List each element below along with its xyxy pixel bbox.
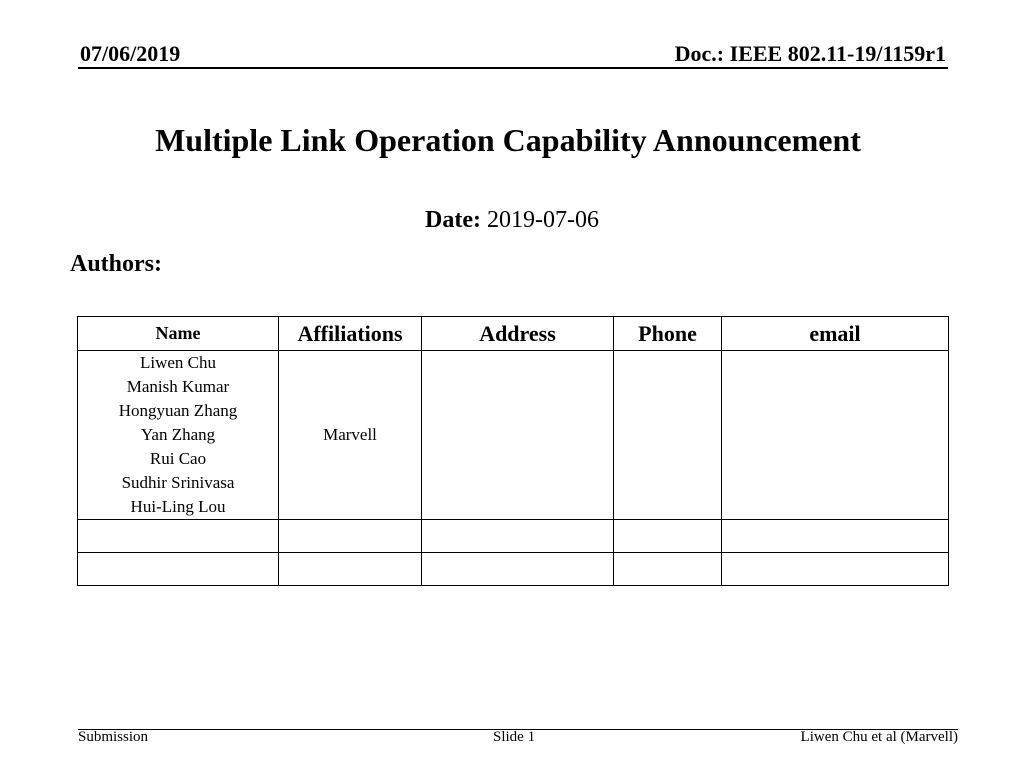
- header-name: Name: [78, 317, 279, 351]
- header-divider: [78, 67, 948, 69]
- header-email: email: [722, 317, 949, 351]
- empty-cell: [722, 553, 949, 586]
- date-label: Date:: [425, 207, 481, 233]
- affiliation-cell: Marvell: [279, 351, 422, 520]
- empty-cell: [279, 553, 422, 586]
- empty-cell: [78, 553, 279, 586]
- footer-slide-number: Slide 1: [493, 729, 536, 745]
- empty-cell: [279, 520, 422, 553]
- phone-cell: [614, 351, 722, 520]
- table-row: [78, 520, 949, 553]
- date-value: 2019-07-06: [486, 207, 599, 233]
- header-phone: Phone: [614, 317, 722, 351]
- author-name: Hongyuan Zhang: [118, 401, 238, 420]
- empty-cell: [722, 520, 949, 553]
- empty-cell: [78, 520, 279, 553]
- date-line: [0, 204, 1024, 236]
- email-cell: [722, 351, 949, 520]
- author-name: Hui-Ling Lou: [130, 497, 226, 516]
- header-date: 07/06/2019: [80, 41, 181, 66]
- table-row: [78, 351, 949, 520]
- header-address: Address: [422, 317, 614, 351]
- header-affiliations: Affiliations: [279, 317, 422, 351]
- empty-cell: [614, 553, 722, 586]
- footer-submission: Submission: [78, 729, 149, 745]
- header-doc-id: Doc.: IEEE 802.11-19/1159r1: [674, 41, 946, 66]
- author-name: Liwen Chu: [139, 353, 217, 372]
- author-name: Manish Kumar: [126, 377, 230, 396]
- author-name: Sudhir Srinivasa: [121, 473, 235, 492]
- empty-cell: [422, 520, 614, 553]
- authors-table: [77, 316, 949, 586]
- table-row: [78, 553, 949, 586]
- table-header-row: [78, 317, 949, 351]
- names-cell: [78, 351, 279, 520]
- author-name: Yan Zhang: [140, 425, 216, 444]
- author-name: Rui Cao: [149, 449, 207, 468]
- footer-authors: Liwen Chu et al (Marvell): [800, 729, 958, 745]
- empty-cell: [422, 553, 614, 586]
- slide-title: Multiple Link Operation Capability Announcement: [155, 122, 861, 158]
- address-cell: [422, 351, 614, 520]
- authors-label: Authors:: [70, 251, 163, 277]
- empty-cell: [614, 520, 722, 553]
